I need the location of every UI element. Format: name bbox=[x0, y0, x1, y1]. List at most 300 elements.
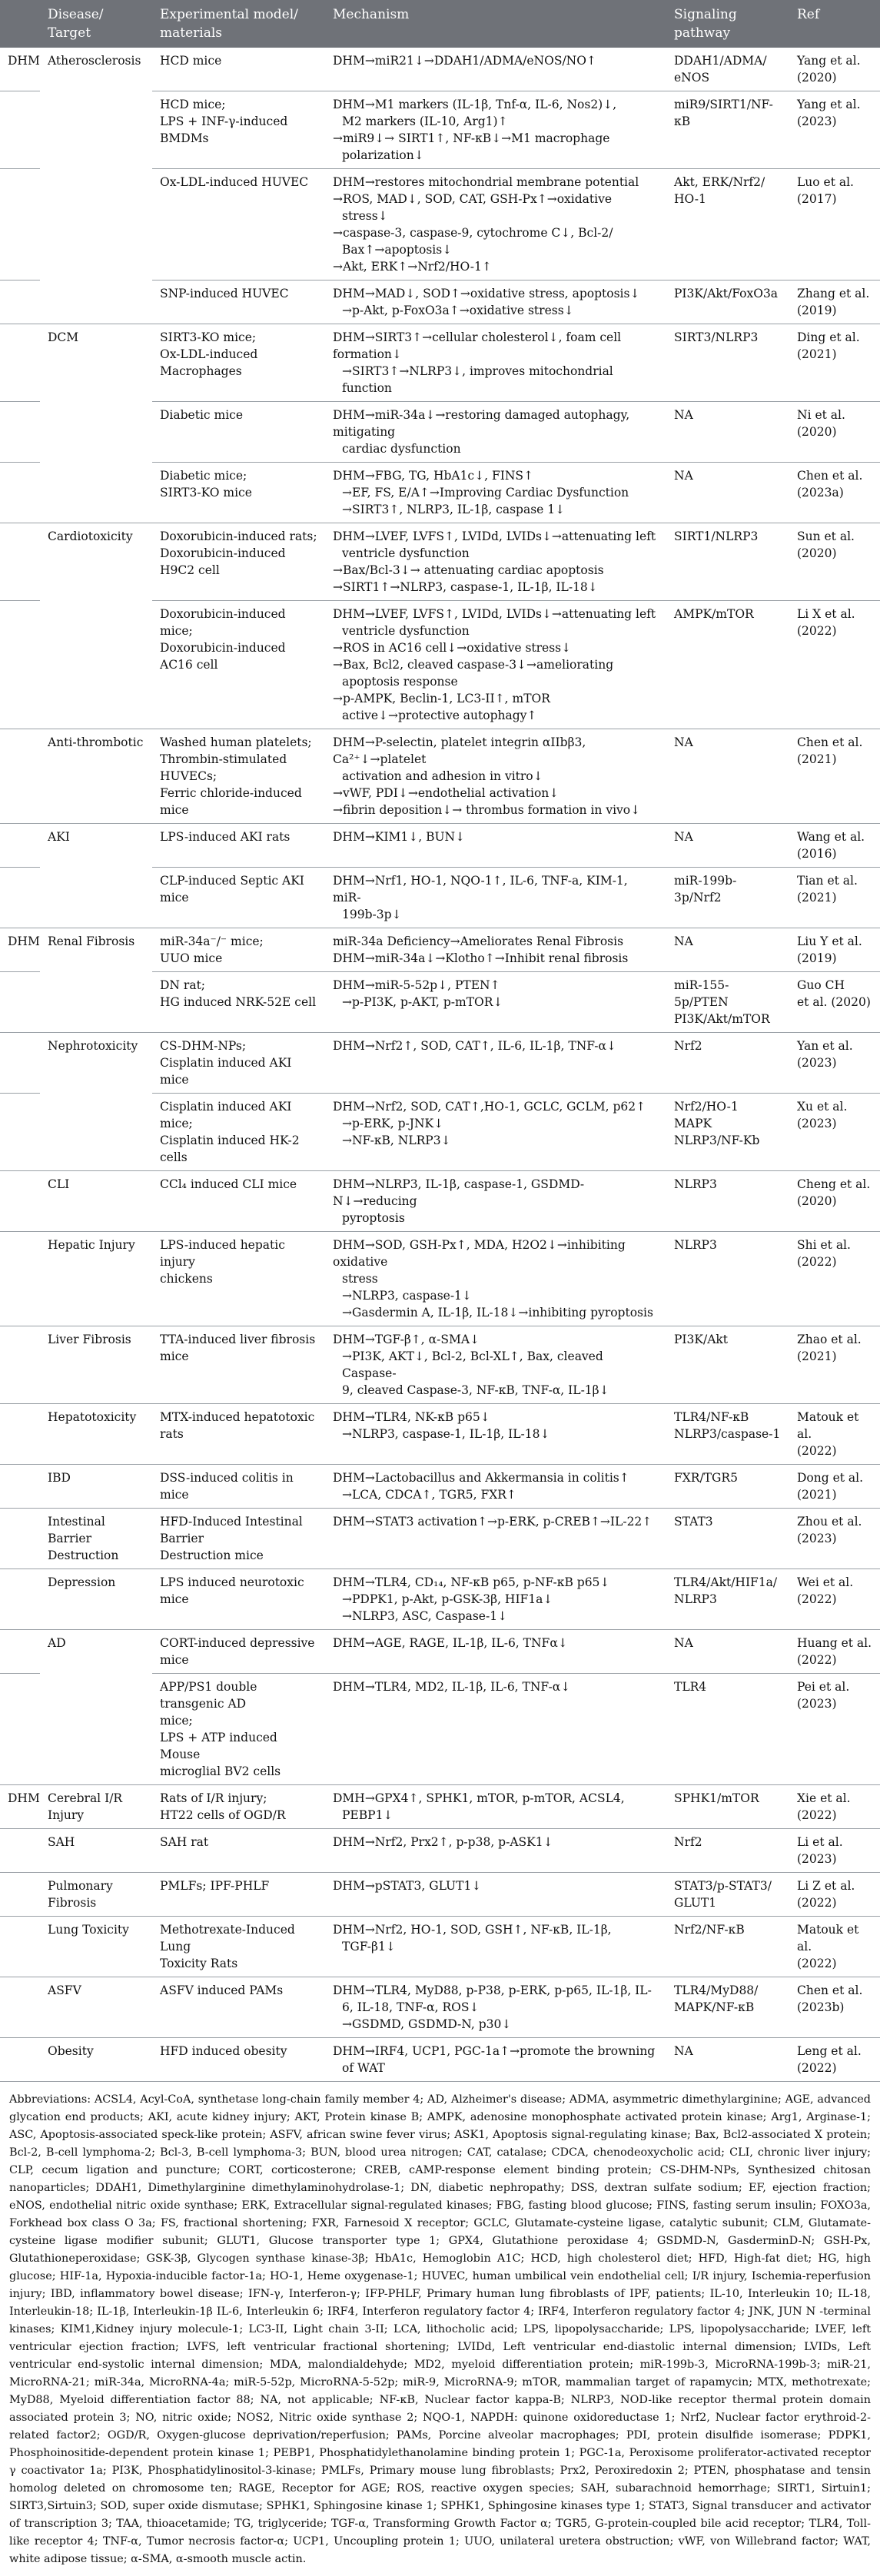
model-cell: miR-34a⁻/⁻ mice; UUO mice bbox=[152, 928, 325, 972]
disease-cell: DCM bbox=[48, 330, 79, 344]
group-cell: DHM bbox=[0, 928, 40, 972]
mechanism-cell bbox=[325, 1873, 666, 1917]
header-row bbox=[0, 0, 880, 48]
mechanism-cell bbox=[325, 1171, 666, 1232]
pathway-cell: PI3K/Akt/FoxO3a bbox=[666, 281, 789, 324]
disease-cell bbox=[40, 169, 152, 281]
ref-cell: Shi et al. (2022) bbox=[789, 1232, 880, 1326]
ref-cell: Ding et al. (2021) bbox=[789, 324, 880, 402]
model-cell: Washed human platelets; Thrombin-stimulated HUVECs; Ferric chloride-induced mice bbox=[152, 729, 325, 824]
model-cell: CLP-induced Septic AKI mice bbox=[152, 868, 325, 928]
ref-cell: Leng et al. (2022) bbox=[789, 2038, 880, 2082]
group-cell bbox=[0, 523, 40, 601]
pathway-cell: NA bbox=[666, 2038, 789, 2082]
ref-cell: Pei et al. (2023) bbox=[789, 1674, 880, 1785]
disease-cell: Atherosclerosis bbox=[48, 54, 141, 68]
mechanism-line: →SIRT3↑→NLRP3↓, improves mitochondrial function bbox=[342, 364, 613, 395]
disease-cell bbox=[40, 402, 152, 463]
ref-cell: Liu Y et al. (2019) bbox=[789, 928, 880, 972]
mechanism-line: Bax↑→apoptosis↓ bbox=[342, 243, 453, 257]
mechanism-line: apoptosis response bbox=[342, 675, 458, 689]
table-row bbox=[0, 1033, 880, 1094]
ref-cell: Li X et al. (2022) bbox=[789, 601, 880, 729]
table-row bbox=[0, 729, 880, 824]
mechanism-cell bbox=[325, 1674, 666, 1785]
mechanism-line: PEBP1↓ bbox=[342, 1808, 394, 1822]
model-cell: TTA-induced liver fibrosis mice bbox=[152, 1326, 325, 1404]
pathway-cell: Nrf2 bbox=[666, 1829, 789, 1873]
mechanism-line: →Gasdermin A, IL-1β, IL-18↓→inhibiting pyroptosis bbox=[342, 1306, 653, 1320]
disease-cell: Pulmonary Fibrosis bbox=[40, 1873, 152, 1917]
model-cell: ASFV induced PAMs bbox=[152, 1977, 325, 2038]
ref-cell: Chen et al. (2023b) bbox=[789, 1977, 880, 2038]
group-cell: DHM bbox=[0, 1785, 40, 1829]
table-row bbox=[0, 1509, 880, 1569]
group-cell bbox=[0, 1465, 40, 1509]
mechanism-line: →LCA, CDCA↑, TGR5, FXR↑ bbox=[342, 1488, 516, 1502]
mechanism-line: DHM→LVEF, LVFS↑, LVIDd, LVIDs↓→attenuating left bbox=[333, 529, 656, 543]
mechanism-line: DHM→IRF4, UCP1, PGC-1a↑→promote the browning bbox=[333, 2044, 656, 2058]
table-row bbox=[0, 972, 880, 1033]
table-row bbox=[0, 169, 880, 281]
mechanism-line: DHM→TLR4, NK-κB p65↓ bbox=[333, 1410, 490, 1424]
mechanism-line: DHM→TGF-β↑, α-SMA↓ bbox=[333, 1333, 480, 1346]
mechanism-cell bbox=[325, 1785, 666, 1829]
group-cell bbox=[0, 972, 40, 1033]
group-cell bbox=[0, 1829, 40, 1873]
model-cell: HCD mice bbox=[152, 48, 325, 91]
group-cell bbox=[0, 1630, 40, 1674]
table-row bbox=[0, 1785, 880, 1829]
disease-cell: Intestinal Barrier Destruction bbox=[40, 1509, 152, 1569]
group-cell bbox=[0, 824, 40, 868]
pathway-cell: TLR4/MyD88/ MAPK/NF-κB bbox=[666, 1977, 789, 2038]
mechanism-line: ventricle dysfunction bbox=[342, 546, 470, 560]
mechanism-line: DHM→Nrf2, Prx2↑, p-p38, p-ASK1↓ bbox=[333, 1835, 553, 1849]
header-mechanism: Mechanism bbox=[325, 0, 666, 48]
mechanism-line: polarization↓ bbox=[342, 148, 424, 162]
table-row bbox=[0, 523, 880, 601]
mechanism-line: DHM→Nrf2, SOD, CAT↑,HO-1, GCLC, GCLM, p62↑ bbox=[333, 1100, 646, 1114]
mechanism-line: 9, cleaved Caspase-3, NF-κB, TNF-α, IL-1β↓ bbox=[342, 1383, 609, 1397]
mechanism-line: stress↓ bbox=[342, 209, 388, 223]
ref-cell: Chen et al. (2021) bbox=[789, 729, 880, 824]
mechanism-cell bbox=[325, 1569, 666, 1630]
mechanism-line: →fibrin deposition↓→ thrombus formation in vivo↓ bbox=[333, 803, 641, 817]
pathway-cell: DDAH1/ADMA/ eNOS bbox=[666, 48, 789, 91]
mechanism-cell bbox=[325, 48, 666, 91]
mechanism-line: →Bax, Bcl2, cleaved caspase-3↓→ameliorating bbox=[333, 658, 614, 672]
mechanism-cell bbox=[325, 601, 666, 729]
model-cell: Methotrexate-Induced Lung Toxicity Rats bbox=[152, 1917, 325, 1977]
mechanism-line: →GSDMD, GSDMD-N, p30↓ bbox=[342, 2017, 512, 2031]
ref-cell: Xu et al. (2023) bbox=[789, 1094, 880, 1171]
ref-cell: Matouk et al. (2022) bbox=[789, 1917, 880, 1977]
header-ref: Ref bbox=[789, 0, 880, 48]
model-cell: LPS-induced AKI rats bbox=[152, 824, 325, 868]
mechanism-line: DHM→AGE, RAGE, IL-1β, IL-6, TNFα↓ bbox=[333, 1636, 568, 1650]
mechanism-cell bbox=[325, 824, 666, 868]
mechanism-cell bbox=[325, 402, 666, 463]
model-cell: SAH rat bbox=[152, 1829, 325, 1873]
model-cell: SNP-induced HUVEC bbox=[152, 281, 325, 324]
mechanism-line: DHM→pSTAT3, GLUT1↓ bbox=[333, 1879, 482, 1893]
model-cell: Diabetic mice bbox=[152, 402, 325, 463]
table-row bbox=[0, 1873, 880, 1917]
mechanism-line: M2 markers (IL-10, Arg1)↑ bbox=[342, 115, 508, 128]
model-cell: Diabetic mice; SIRT3-KO mice bbox=[152, 463, 325, 523]
mechanism-cell bbox=[325, 1509, 666, 1569]
mechanism-cell bbox=[325, 169, 666, 281]
group-cell bbox=[0, 1977, 40, 2038]
disease-cell: IBD bbox=[40, 1465, 152, 1509]
group-cell bbox=[0, 1873, 40, 1917]
mechanism-cell bbox=[325, 972, 666, 1033]
mechanism-line: cardiac dysfunction bbox=[342, 442, 461, 456]
model-cell: Doxorubicin-induced mice; Doxorubicin-induced AC16 cell bbox=[152, 601, 325, 729]
disease-cell bbox=[40, 868, 152, 928]
group-cell bbox=[0, 1569, 40, 1630]
disease-cell: ASFV bbox=[40, 1977, 152, 2038]
mechanism-line: DHM→Lactobacillus and Akkermansia in colitis↑ bbox=[333, 1471, 629, 1485]
mechanism-line: DHM→Nrf2↑, SOD, CAT↑, IL-6, IL-1β, TNF-α↓ bbox=[333, 1039, 617, 1053]
mechanism-line: DHM→KIM1↓, BUN↓ bbox=[333, 830, 466, 844]
ref-cell: Yang et al. (2023) bbox=[789, 91, 880, 169]
disease-cell: Depression bbox=[40, 1569, 152, 1630]
table-row bbox=[0, 1569, 880, 1630]
mechanism-line: DHM→NLRP3, IL-1β, caspase-1, GSDMD-N↓→reducing bbox=[333, 1177, 585, 1208]
disease-cell: AD bbox=[48, 1636, 66, 1650]
ref-cell: Zhou et al. (2023) bbox=[789, 1509, 880, 1569]
mechanism-line: miR-34a Deficiency→Ameliorates Renal Fibrosis bbox=[333, 934, 624, 948]
ref-cell: Xie et al. (2022) bbox=[789, 1785, 880, 1829]
mechanism-line: 199b-3p↓ bbox=[342, 908, 402, 921]
table-row bbox=[0, 281, 880, 324]
mechanism-line: DHM→M1 markers (IL-1β, Tnf-α, IL-6, Nos2)↓, bbox=[333, 98, 617, 111]
abbreviations-footnote: Abbreviations: ACSL4, Acyl-CoA, synthetase long-chain family member 4; AD, Alzheimer's disease; ADMA, asymmetric dimethylarginine; AGE, advanced glycation end products; AKI, acute kidney injury; AKT, Protein kinase B; AMPK, adenosine monophosphate activated protein kinase; Arg1, Arginase-1; ASC, Apoptosis-associated speck-like protein; ASFV, african swine fever virus; ASK1, Apoptosis signal-regulating kinase; Bax, Bcl2-associated X protein; Bcl-2, B-cell lymphoma-2; Bcl-3, B-cell lymphoma-3; BUN, blood urea nitrogen; CAT, catalase; CDCA, chenodeoxycholic acid; CLI, chronic liver injury; CLP, cecum ligation and puncture; CORT, corticosterone; CREB, cAMP-response element binding protein; CS-DHM-NPs, Synthesized chitosan nanoparticles; DDAH1, Dimethylarginine dimethylaminohydrolase-1; DN, diabetic nephropathy; DSS, dextran sulfate sodium; EF, ejection fraction; eNOS, endothelial nitric oxide synthase; ERK, Extracellular signal-regulated kinases; FBG, fasting blood glucose; FINS, fasting serum insulin; FOXO3a, Forkhead box class O 3a; FS, fractional shortening; FXR, Farnesoid X receptor; GCLC, Glutamate-cysteine ligase, catalytic subunit; CLM, Glutamate-cysteine ligase modifier subunit; GLUT1, Glucose transporter type 1; GPX4, Glutathione peroxidase 4; GSDMD-N, GasderminD-N; GSH-Px, Glutathioneperoxidase; GSK-3β, Glycogen synthase kinase-3β; HbA1c, Hemoglobin A1C; HCD, high cholesterol diet; HFD, High-fat diet; HG, high glucose; HIF-1a, Hypoxia-inducible factor-1a; HO-1, Heme oxygenase-1; HUVEC, human umbilical vein endothelial cell; I/R injury, Ischemia-reperfusion injury; IBD, inflammatory bowel disease; IFN-γ, Interferon-γ; IFP-PHLF, Primary human lung fibroblasts of IPF, patients; IL-10, Interleukin 10; IL-18, Interleukin-18; IL-1β, Interleukin-1β IL-6, Interleukin 6; IRF4, Interferon regulatory factor 4; IRF4, Interferon regulatory factor 4; JNK, JUN N -terminal kinases; KIM1,Kidney injury molecule-1; LC3-II, Light chain 3-II; LCA, lithocholic acid; LPS, lipopolysaccharide; LPS, lipopolysaccharide; LVEF, left ventricular ejection fraction; LVFS, left ventricular fractional shortening; LVIDd, Left ventricular end-diastolic internal dimension; LVIDs, Left ventricular end-systolic internal dimension; MDA, malondialdehyde; MD2, myeloid differentiation protein; miR-199b-3, MicroRNA-199b-3; miR-21, MicroRNA-21; miR-34a, MicroRNA-4a; miR-5-52p, MicroRNA-5-52p; miR-9, MicroRNA-9; mTOR, mammalian target of rapamycin; MTX, methotrexate; MyD88, Myeloid differentiation factor 88; NA, not applicable; NF-κB, Nuclear factor kappa-B; NLRP3, NOD-like receptor thermal protein domain associated protein 3; NO, nitric oxide; NOS2, Nitric oxide synthase 2; NQO-1, NAPDH: quinone oxidoreductase 1; Nrf2, Nuclear factor erythroid-2-related factor2; OGD/R, Oxygen-glucose deprivation/reperfusion; PAMs, Porcine alveolar macrophages; PDI, protein disulfide isomerase; PDPK1, Phosphoinositide-dependent protein kinase 1; PEBP1, Phosphatidylethanolamine binding protein 1; PGC-1a, Peroxisome proliferator-activated receptor γ coactivator 1a; PI3K, Phosphatidylinositol-3-kinase; PMLFs, Primary mouse lung fibroblasts; Prx2, Peroxiredoxin 2; PTEN, phosphatase and tensin homolog deleted on chromosome ten; RAGE, Receptor for AGE; ROS, reactive oxygen species; SAH, subarachnoid hemorrhage; SIRT1, Sirtuin1; SIRT3,Sirtuin3; SOD, super oxide dismutase; SPHK1, Sphingosine kinase 1; SPHK1, Sphingosine kinases type 1; STAT3, Signal transducer and activator of transcription 3; TAA, thioacetamide; TG, triglyceride; TGF-α, Transforming Growth Factor α; TGR5, G-protein-coupled bile acid receptor; TLR4, Toll-like receptor 4; TNF-α, Tumor necrosis factor-α; UCP1, Uncoupling protein 1; UUO, unilateral uretera obstruction; vWF, von Willebrand factor; WAT, white adipose tissue; α-SMA, α-smooth muscle actin. bbox=[9, 2093, 871, 2565]
pathway-cell: NA bbox=[666, 824, 789, 868]
mechanism-cell bbox=[325, 1829, 666, 1873]
mechanism-line: DHM→restores mitochondrial membrane potential bbox=[333, 175, 639, 189]
table-row bbox=[0, 1674, 880, 1785]
disease-cell: AKI bbox=[48, 830, 70, 844]
mechanism-line: DHM→LVEF, LVFS↑, LVIDd, LVIDs↓→attenuating left bbox=[333, 607, 656, 621]
table-row bbox=[0, 324, 880, 402]
table-row bbox=[0, 402, 880, 463]
disease-cell bbox=[40, 1094, 152, 1171]
table-row bbox=[0, 1404, 880, 1465]
mechanism-line: →ROS in AC16 cell↓→oxidative stress↓ bbox=[333, 641, 572, 655]
ref-cell: Cheng et al. (2020) bbox=[789, 1171, 880, 1232]
table-row bbox=[0, 1232, 880, 1326]
group-cell bbox=[0, 2038, 40, 2082]
table-row bbox=[0, 48, 880, 91]
mechanism-line: DHM→miR-34a↓→restoring damaged autophagy, mitigating bbox=[333, 408, 630, 439]
mechanism-line: →miR9↓→ SIRT1↑, NF-κB↓→M1 macrophage bbox=[333, 131, 610, 145]
mechanism-line: →EF, FS, E/A↑→Improving Cardiac Dysfunction bbox=[342, 486, 629, 500]
table-row bbox=[0, 1171, 880, 1232]
mechanism-cell bbox=[325, 729, 666, 824]
pathway-cell: TLR4/NF-κB NLRP3/caspase-1 bbox=[666, 1404, 789, 1465]
pathway-cell: Nrf2 bbox=[666, 1033, 789, 1094]
ref-cell: Ni et al. (2020) bbox=[789, 402, 880, 463]
model-cell: Ox-LDL-induced HUVEC bbox=[152, 169, 325, 281]
table-row bbox=[0, 463, 880, 523]
group-cell bbox=[0, 1326, 40, 1404]
disease-cell: Hepatotoxicity bbox=[40, 1404, 152, 1465]
pathway-cell: PI3K/Akt bbox=[666, 1326, 789, 1404]
mechanism-line: DHM→TLR4, CD₁₄, NF-κB p65, p-NF-κB p65↓ bbox=[333, 1575, 610, 1589]
disease-cell: Anti-thrombotic bbox=[40, 729, 152, 824]
pathway-cell: miR-155-5p/PTEN PI3K/Akt/mTOR bbox=[666, 972, 789, 1033]
mechanism-line: →Bax/Bcl-3↓→ attenuating cardiac apoptosis bbox=[333, 563, 604, 577]
mechanism-line: DHM→TLR4, MyD88, p-P38, p-ERK, p-p65, IL-1β, IL- bbox=[333, 1983, 652, 1997]
disease-cell: Obesity bbox=[40, 2038, 152, 2082]
group-cell bbox=[0, 601, 40, 729]
mechanism-line: DHM→MAD↓, SOD↑→oxidative stress, apoptosis↓ bbox=[333, 287, 640, 300]
mechanism-cell bbox=[325, 2038, 666, 2082]
model-cell: APP/PS1 double transgenic AD mice; LPS + ATP induced Mouse microglial BV2 cells bbox=[152, 1674, 325, 1785]
ref-cell: Li et al. (2023) bbox=[789, 1829, 880, 1873]
mechanism-line: DHM→miR21↓→DDAH1/ADMA/eNOS/NO↑ bbox=[333, 54, 596, 68]
model-cell: PMLFs; IPF-PHLF bbox=[152, 1873, 325, 1917]
group-cell bbox=[0, 1171, 40, 1232]
mechanism-line: →p-ERK, p-JNK↓ bbox=[342, 1117, 444, 1130]
mechanism-cell bbox=[325, 1630, 666, 1674]
mechanism-line: →PI3K, AKT↓, Bcl-2, Bcl-XL↑, Bax, cleaved Caspase- bbox=[342, 1349, 603, 1380]
header-pathway: Signaling pathway bbox=[666, 0, 789, 48]
mechanism-line: stress bbox=[342, 1272, 378, 1286]
mechanism-cell bbox=[325, 1917, 666, 1977]
mechanism-line: activation and adhesion in vitro↓ bbox=[342, 769, 543, 783]
mechanism-line: DHM→miR-34a↓→Klotho↑→Inhibit renal fibrosis bbox=[333, 951, 629, 965]
table-row bbox=[0, 1465, 880, 1509]
mechanism-line: →SIRT3↑, NLRP3, IL-1β, caspase 1↓ bbox=[342, 503, 566, 516]
model-cell: CCl₄ induced CLI mice bbox=[152, 1171, 325, 1232]
mechanism-line: →caspase-3, caspase-9, cytochrome C↓, Bcl-2/ bbox=[333, 226, 613, 240]
model-cell: SIRT3-KO mice; Ox-LDL-induced Macrophages bbox=[152, 324, 325, 402]
pathway-cell: SPHK1/mTOR bbox=[666, 1785, 789, 1829]
ref-cell: Zhao et al. (2021) bbox=[789, 1326, 880, 1404]
pathway-cell: NA bbox=[666, 729, 789, 824]
mechanism-line: →SIRT1↑→NLRP3, caspase-1, IL-1β, IL-18↓ bbox=[333, 580, 598, 594]
pathway-cell: Akt, ERK/Nrf2/ HO-1 bbox=[666, 169, 789, 281]
disease-cell: SAH bbox=[40, 1829, 152, 1873]
model-cell: Doxorubicin-induced rats; Doxorubicin-induced H9C2 cell bbox=[152, 523, 325, 601]
ref-cell: Huang et al. (2022) bbox=[789, 1630, 880, 1674]
mechanism-line: DHM→P-selectin, platelet integrin αIIbβ3, Ca²⁺↓→platelet bbox=[333, 735, 586, 766]
group-cell bbox=[0, 1674, 40, 1785]
pathway-cell: NLRP3 bbox=[666, 1171, 789, 1232]
ref-cell: Zhang et al. (2019) bbox=[789, 281, 880, 324]
group-cell bbox=[0, 729, 40, 824]
model-cell: LPS induced neurotoxic mice bbox=[152, 1569, 325, 1630]
table-row bbox=[0, 1326, 880, 1404]
mechanism-line: active↓→protective autophagy↑ bbox=[342, 709, 537, 722]
mechanism-cell bbox=[325, 1033, 666, 1094]
pathway-cell: TLR4/Akt/HIF1a/ NLRP3 bbox=[666, 1569, 789, 1630]
model-cell: CORT-induced depressive mice bbox=[152, 1630, 325, 1674]
pathway-cell: AMPK/mTOR bbox=[666, 601, 789, 729]
mechanism-line: DHM→SOD, GSH-Px↑, MDA, H2O2↓→inhibiting oxidative bbox=[333, 1238, 626, 1269]
mechanism-line: of WAT bbox=[342, 2061, 385, 2075]
disease-cell: Nephrotoxicity bbox=[48, 1039, 138, 1053]
model-cell: HFD induced obesity bbox=[152, 2038, 325, 2082]
mechanism-line: ventricle dysfunction bbox=[342, 624, 470, 638]
disease-cell bbox=[40, 463, 152, 523]
ref-cell: Chen et al. (2023a) bbox=[789, 463, 880, 523]
mechanism-line: →vWF, PDI↓→endothelial activation↓ bbox=[333, 786, 560, 800]
pathway-cell: NA bbox=[666, 928, 789, 972]
disease-cell: Hepatic Injury bbox=[40, 1232, 152, 1326]
pathway-cell: NLRP3 bbox=[666, 1232, 789, 1326]
pathway-cell: Nrf2/NF-κB bbox=[666, 1917, 789, 1977]
group-cell: DHM bbox=[0, 48, 40, 91]
pathway-cell: NA bbox=[666, 1630, 789, 1674]
group-cell bbox=[0, 281, 40, 324]
mechanism-line: →p-PI3K, p-AKT, p-mTOR↓ bbox=[342, 995, 503, 1009]
header-disease: Disease/ Target bbox=[40, 0, 152, 48]
header-model: Experimental model/ materials bbox=[152, 0, 325, 48]
pathway-cell: NA bbox=[666, 463, 789, 523]
group-cell bbox=[0, 1404, 40, 1465]
group-cell bbox=[0, 324, 40, 402]
mechanism-line: DHM→miR-5-52p↓, PTEN↑ bbox=[333, 978, 500, 992]
mechanism-cell bbox=[325, 1465, 666, 1509]
mechanism-line: →NLRP3, caspase-1↓ bbox=[342, 1289, 472, 1303]
disease-cell bbox=[40, 281, 152, 324]
mechanism-line: →NLRP3, caspase-1, IL-1β, IL-18↓ bbox=[342, 1427, 550, 1441]
header-group bbox=[0, 0, 40, 48]
table-body bbox=[0, 48, 880, 2082]
table-row bbox=[0, 868, 880, 928]
model-cell: Cisplatin induced AKI mice; Cisplatin induced HK-2 cells bbox=[152, 1094, 325, 1171]
disease-cell: Renal Fibrosis bbox=[48, 934, 135, 948]
pathway-cell: NA bbox=[666, 402, 789, 463]
ref-cell: Matouk et al. (2022) bbox=[789, 1404, 880, 1465]
model-cell: HFD-Induced Intestinal Barrier Destruction mice bbox=[152, 1509, 325, 1569]
mechanism-line: →NF-κB, NLRP3↓ bbox=[342, 1134, 451, 1147]
ref-cell: Wei et al. (2022) bbox=[789, 1569, 880, 1630]
mechanism-line: DHM→TLR4, MD2, IL-1β, IL-6, TNF-α↓ bbox=[333, 1680, 571, 1694]
mechanism-line: DHM→FBG, TG, HbA1c↓, FINS↑ bbox=[333, 469, 534, 483]
group-cell bbox=[0, 463, 40, 523]
group-cell bbox=[0, 1509, 40, 1569]
model-cell: LPS-induced hepatic injury chickens bbox=[152, 1232, 325, 1326]
mechanism-cell bbox=[325, 1404, 666, 1465]
mechanism-cell bbox=[325, 91, 666, 169]
mechanism-cell bbox=[325, 523, 666, 601]
group-cell bbox=[0, 402, 40, 463]
disease-cell bbox=[40, 972, 152, 1033]
mechanism-line: DHM→SIRT3↑→cellular cholesterol↓, foam cell formation↓ bbox=[333, 330, 622, 361]
table-row bbox=[0, 928, 880, 972]
disease-cell: Cerebral I/R Injury bbox=[40, 1785, 152, 1829]
disease-cell: Cardiotoxicity bbox=[48, 529, 133, 543]
table-row bbox=[0, 1630, 880, 1674]
mechanism-line: 6, IL-18, TNF-α, ROS↓ bbox=[342, 2000, 480, 2014]
model-cell: Rats of I/R injury; HT22 cells of OGD/R bbox=[152, 1785, 325, 1829]
mechanism-line: DHM→Nrf1, HO-1, NQO-1↑, IL-6, TNF-a, KIM-1, miR- bbox=[333, 874, 628, 905]
model-cell: MTX-induced hepatotoxic rats bbox=[152, 1404, 325, 1465]
table-row bbox=[0, 91, 880, 169]
mechanism-line: →NLRP3, ASC, Caspase-1↓ bbox=[342, 1609, 508, 1623]
pathway-cell: SIRT3/NLRP3 bbox=[666, 324, 789, 402]
table-row bbox=[0, 2038, 880, 2082]
mechanism-cell bbox=[325, 868, 666, 928]
disease-cell bbox=[40, 91, 152, 169]
ref-cell: Li Z et al. (2022) bbox=[789, 1873, 880, 1917]
ref-cell: Dong et al. (2021) bbox=[789, 1465, 880, 1509]
disease-cell bbox=[40, 1674, 152, 1785]
group-cell bbox=[0, 1033, 40, 1094]
model-cell: CS-DHM-NPs; Cisplatin induced AKI mice bbox=[152, 1033, 325, 1094]
group-cell bbox=[0, 868, 40, 928]
model-cell: DSS-induced colitis in mice bbox=[152, 1465, 325, 1509]
model-cell: HCD mice; LPS + INF-γ-induced BMDMs bbox=[152, 91, 325, 169]
mechanism-cell bbox=[325, 928, 666, 972]
ref-cell: Guo CH et al. (2020) bbox=[789, 972, 880, 1033]
table-row bbox=[0, 1094, 880, 1171]
pathway-cell: STAT3 bbox=[666, 1509, 789, 1569]
ref-cell: Tian et al. (2021) bbox=[789, 868, 880, 928]
mechanism-line: →Akt, ERK↑→Nrf2/HO-1↑ bbox=[333, 260, 492, 274]
ref-cell: Yan et al. (2023) bbox=[789, 1033, 880, 1094]
mechanism-cell bbox=[325, 281, 666, 324]
group-cell bbox=[0, 91, 40, 169]
table-row bbox=[0, 1829, 880, 1873]
mechanism-cell bbox=[325, 1326, 666, 1404]
mechanism-line: pyroptosis bbox=[342, 1211, 405, 1225]
model-cell: DN rat; HG induced NRK-52E cell bbox=[152, 972, 325, 1033]
mechanism-line: DHM→Nrf2, HO-1, SOD, GSH↑, NF-κB, IL-1β, bbox=[333, 1923, 612, 1937]
pathway-cell: SIRT1/NLRP3 bbox=[666, 523, 789, 601]
group-cell bbox=[0, 1232, 40, 1326]
ref-cell: Yang et al. (2020) bbox=[789, 48, 880, 91]
mechanism-line: DHM→STAT3 activation↑→p-ERK, p-CREB↑→IL-22↑ bbox=[333, 1515, 653, 1529]
mechanism-line: →p-AMPK, Beclin-1, LC3-II↑, mTOR bbox=[333, 692, 550, 705]
table-row bbox=[0, 1917, 880, 1977]
table-row bbox=[0, 824, 880, 868]
disease-cell: Liver Fibrosis bbox=[40, 1326, 152, 1404]
ref-cell: Wang et al. (2016) bbox=[789, 824, 880, 868]
pathway-cell: Nrf2/HO-1 MAPK NLRP3/NF-Kb bbox=[666, 1094, 789, 1171]
pathway-cell: miR-199b-3p/Nrf2 bbox=[666, 868, 789, 928]
table-row bbox=[0, 601, 880, 729]
pathway-cell: FXR/TGR5 bbox=[666, 1465, 789, 1509]
disease-cell bbox=[40, 601, 152, 729]
group-cell bbox=[0, 169, 40, 281]
table-row bbox=[0, 1977, 880, 2038]
disease-cell: CLI bbox=[40, 1171, 152, 1232]
mechanism-line: DMH→GPX4↑, SPHK1, mTOR, p-mTOR, ACSL4, bbox=[333, 1791, 625, 1805]
mechanism-cell bbox=[325, 463, 666, 523]
ref-cell: Sun et al. (2020) bbox=[789, 523, 880, 601]
mechanism-cell bbox=[325, 1094, 666, 1171]
pathway-cell: miR9/SIRT1/NF-κB bbox=[666, 91, 789, 169]
disease-cell: Lung Toxicity bbox=[40, 1917, 152, 1977]
group-cell bbox=[0, 1917, 40, 1977]
ref-cell: Luo et al. (2017) bbox=[789, 169, 880, 281]
pathway-cell: STAT3/p-STAT3/ GLUT1 bbox=[666, 1873, 789, 1917]
pathway-cell: TLR4 bbox=[666, 1674, 789, 1785]
mechanism-line: →p-Akt, p-FoxO3a↑→oxidative stress↓ bbox=[342, 304, 574, 317]
mechanism-cell bbox=[325, 324, 666, 402]
mechanism-line: TGF-β1↓ bbox=[342, 1940, 396, 1954]
mechanism-cell bbox=[325, 1232, 666, 1326]
mechanism-line: →PDPK1, p-Akt, p-GSK-3β, HIF1a↓ bbox=[342, 1592, 553, 1606]
mechanism-line: →ROS, MAD↓, SOD, CAT, GSH-Px↑→oxidative bbox=[333, 192, 613, 206]
